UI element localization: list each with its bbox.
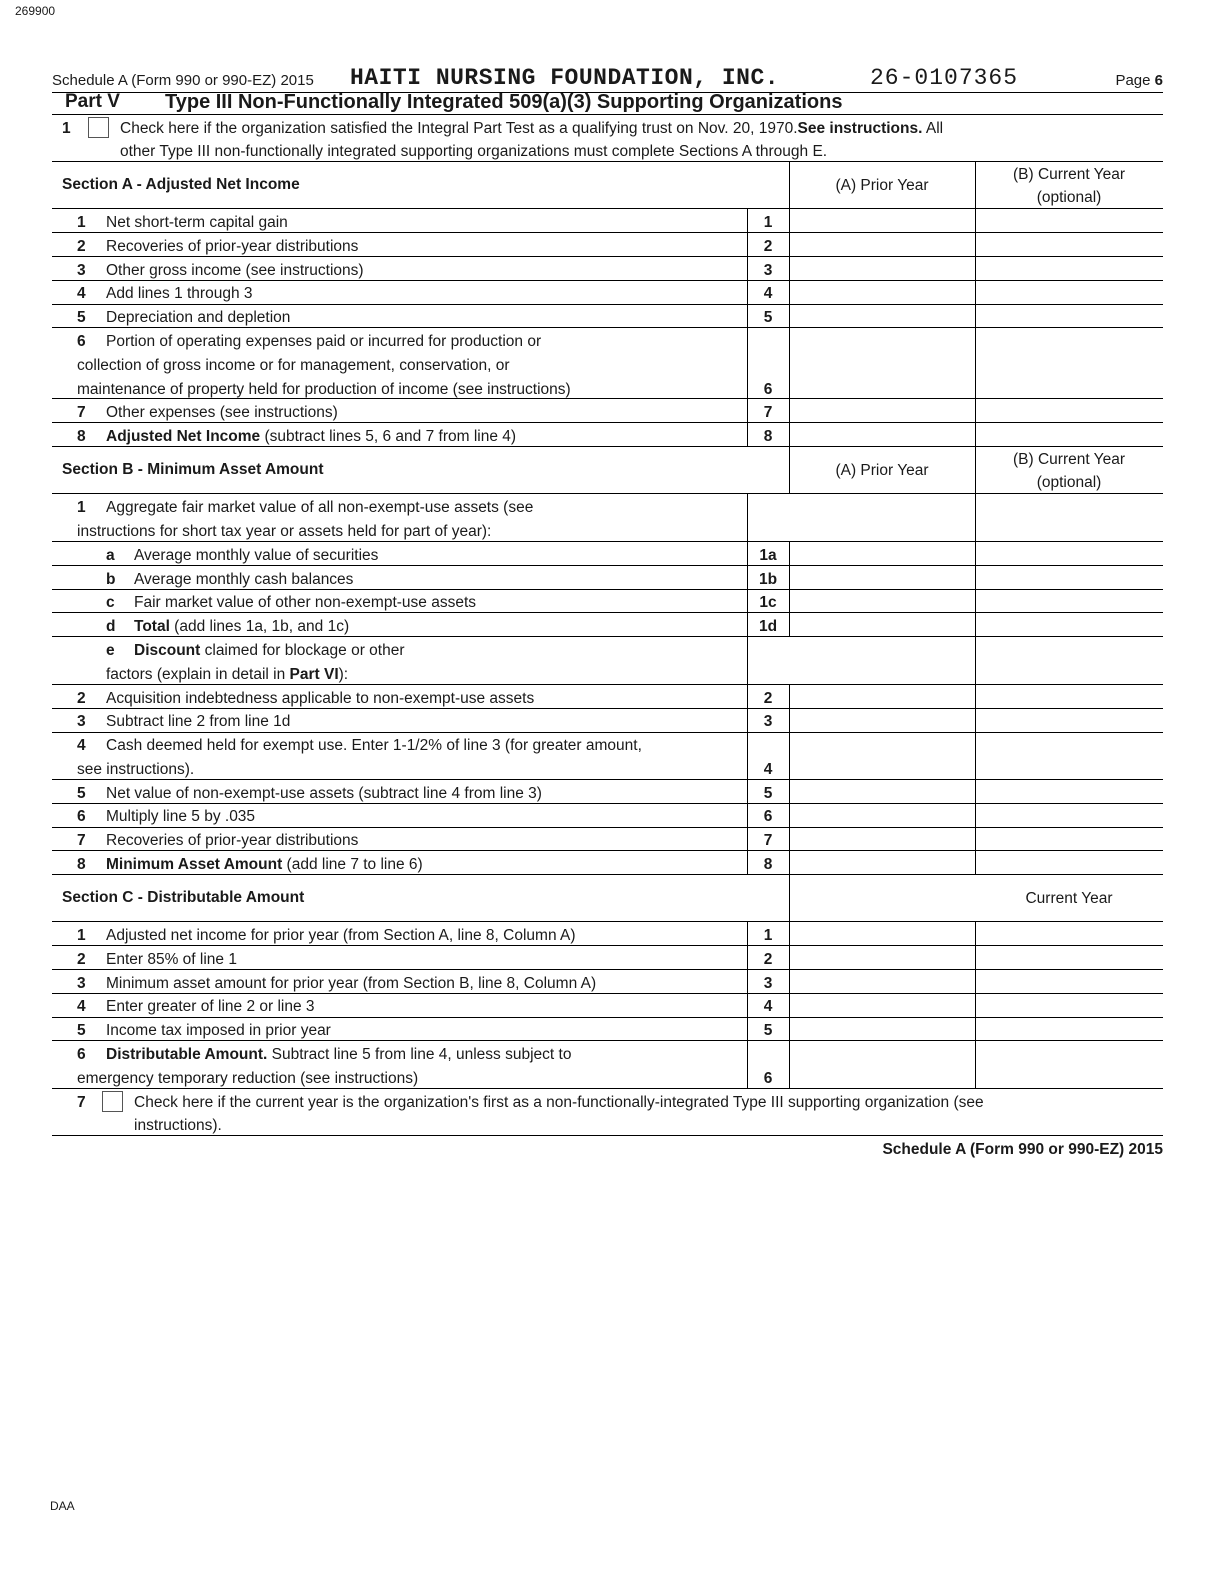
schedule-title: Schedule A (Form 990 or 990-EZ) 2015: [52, 72, 314, 89]
section-c-title: Section C - Distributable Amount: [62, 889, 305, 906]
line-description: Depreciation and depletion: [106, 309, 291, 327]
line1-text: Check here if the organization satisfied the Integral Part Test as a qualifying trust on Nov. 20, 1970.See instructions. All: [120, 120, 944, 137]
line-description: Adjusted net income for prior year (from Section A, line 8, Column A): [106, 927, 576, 944]
line-ref: 3: [763, 974, 773, 992]
line-ref: 4: [763, 998, 773, 1016]
line-ref: 5: [763, 1022, 773, 1040]
line-number: 3: [77, 974, 86, 992]
integral-part-test-checkbox[interactable]: [88, 117, 109, 138]
line-ref: 2: [763, 950, 773, 968]
adjusted-net-income-label: Adjusted Net Income (subtract lines 5, 6 and 7 from line 4): [106, 428, 517, 445]
distributable-amount-label: Distributable Amount. Subtract line 5 from line 4, unless subject to: [106, 1046, 572, 1063]
daa-mark: DAA: [50, 1499, 75, 1513]
part-header: [52, 92, 1163, 115]
minimum-asset-amount-label: Minimum Asset Amount (add line 7 to line 6): [106, 856, 423, 873]
section-b-title: Section B - Minimum Asset Amount: [62, 461, 324, 478]
line1-block: 1 Check here if the organization satisfied the Integral Part Test as a qualifying trust on Nov. 20, 1970.See instructions. All other Type III non-functionally integrated supporting organizations must complete Sections A through E.: [52, 116, 1163, 161]
line-description: Recoveries of prior-year distributions: [106, 237, 359, 255]
line-number: 2: [77, 237, 86, 255]
line-description: Other gross income (see instructions): [106, 261, 364, 279]
page-header: [52, 64, 1163, 93]
part-title: Type III Non-Functionally Integrated 509(a)(3) Supporting Organizations: [165, 91, 843, 113]
part-label: Part V: [65, 91, 120, 112]
line-number: 1: [77, 214, 86, 231]
ein: 26-0107365: [870, 65, 1019, 91]
line-number: 4: [77, 285, 86, 303]
line-number: 1: [77, 927, 86, 944]
line-description: Enter greater of line 2 or line 3: [106, 998, 315, 1016]
rule: [52, 161, 1163, 162]
line-number: 4: [77, 998, 86, 1016]
line-number: 5: [77, 1022, 86, 1040]
line-description: Net short-term capital gain: [106, 214, 288, 231]
line-ref: 2: [763, 237, 773, 255]
line-description: Enter 85% of line 1: [106, 950, 237, 968]
line-description: Minimum asset amount for prior year (from Section B, line 8, Column A): [106, 974, 597, 992]
line-ref: 4: [763, 285, 773, 303]
line-description: Add lines 1 through 3: [106, 285, 253, 303]
col-prior-year: (A) Prior Year: [835, 177, 929, 194]
line-ref: 1: [763, 927, 773, 944]
line-ref: 3: [763, 261, 773, 279]
section-a-title: Section A - Adjusted Net Income: [62, 176, 300, 193]
line-number: 3: [77, 261, 86, 279]
organization-name: HAITI NURSING FOUNDATION, INC.: [350, 65, 780, 91]
col-current-year-c: Current Year: [1025, 890, 1113, 907]
page-footer: Schedule A (Form 990 or 990-EZ) 2015: [882, 1141, 1163, 1158]
page-number: Page 6: [1115, 72, 1163, 89]
line-ref: 5: [763, 309, 773, 327]
first-year-checkbox[interactable]: [102, 1091, 123, 1112]
line-description: Income tax imposed in prior year: [106, 1022, 331, 1040]
line-number: 2: [77, 950, 86, 968]
col-current-year: (B) Current Year (optional): [1013, 166, 1125, 206]
line-ref: 1: [763, 214, 773, 231]
document-id: 269900: [15, 4, 56, 18]
line-number: 5: [77, 309, 86, 327]
